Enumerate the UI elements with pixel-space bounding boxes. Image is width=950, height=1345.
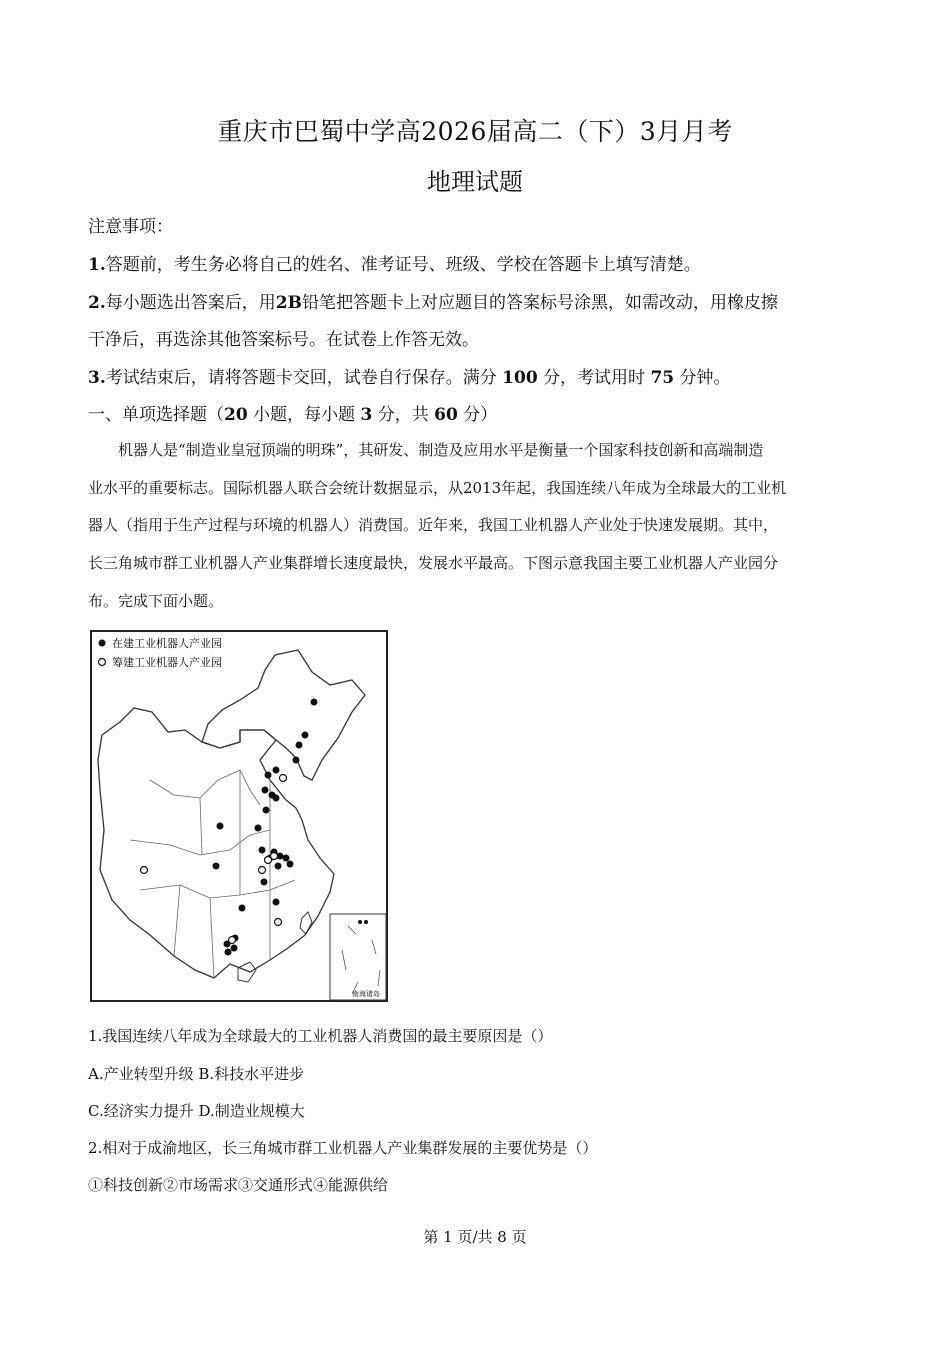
page-title: 重庆市巴蜀中学高2026届高二（下）3月月考: [217, 117, 733, 146]
built-park: [263, 807, 270, 814]
built-park: [217, 823, 224, 830]
question-1-stem: 1.我国连续八年成为全球最大的工业机器人消费国的最主要原因是（）: [88, 1027, 553, 1045]
notes-item-3-text-a: 考试结束后，请将答题卡交回，试卷自行保存。满分: [105, 368, 497, 388]
planned-park: [141, 867, 148, 874]
built-park: [273, 795, 280, 802]
built-park: [231, 945, 238, 952]
passage-line-3: 器人（指用于生产过程与环境的机器人）消费国。近年来，我国工业机器人产业处于快速发展期。其中，: [88, 516, 779, 534]
section-heading-c: 分，共: [377, 405, 429, 425]
built-park: [311, 699, 318, 706]
planned-park: [229, 937, 236, 944]
built-park: [259, 847, 266, 854]
section-heading: [88, 400, 497, 425]
inset-marker: [358, 920, 362, 924]
legend-built-label: 在建工业机器人产业园: [112, 637, 222, 650]
section-heading-d: 分）: [463, 405, 498, 425]
south-china-sea-inset: [330, 914, 386, 1000]
built-park: [255, 825, 262, 832]
section-count: 20: [224, 405, 248, 425]
question-2-items: ①科技创新②市场需求③交通形式④能源供给: [88, 1176, 389, 1194]
passage-line-5: 布。完成下面小题。: [88, 592, 224, 610]
built-park: [261, 879, 268, 886]
legend-built-marker: [99, 640, 106, 647]
passage-line-1: 机器人是“制造业皇冠顶端的明珠”，其研发、制造及应用水平是衡量一个国家科技创新和高端制造: [118, 441, 764, 459]
built-park: [293, 757, 300, 764]
planned-park: [275, 919, 282, 926]
page-footer: 第 1 页/共 8 页: [423, 1228, 527, 1246]
notes-item-2-text-b: 铅笔把答题卡上对应题目的答案标号涂黑，如需改动，用橡皮擦: [301, 293, 778, 313]
planned-park: [280, 775, 287, 782]
section-heading-a: 一、单项选择题（: [88, 405, 224, 425]
inset-label: 南海诸岛: [352, 990, 380, 998]
notes-item-3-time: 75: [650, 368, 675, 388]
built-park: [273, 899, 280, 906]
notes-item-3-score: 100: [502, 368, 538, 388]
robot-park-map: [90, 630, 388, 1002]
notes-item-3: [88, 363, 731, 388]
notes-item-1-num: 1.: [88, 255, 106, 275]
built-park: [273, 767, 280, 774]
built-park: [265, 772, 272, 779]
notes-heading: 注意事项：: [88, 217, 173, 237]
built-park: [302, 732, 309, 739]
planned-park: [265, 857, 272, 864]
built-park: [296, 742, 303, 749]
inset-marker: [364, 920, 368, 924]
notes-item-2-cont: 干净后，再选涂其他答案标号。在试卷上作答无效。: [88, 330, 479, 350]
notes-item-1: [88, 250, 701, 275]
built-park: [225, 949, 232, 956]
question-2-stem: 2.相对于成渝地区，长三角城市群工业机器人产业集群发展的主要优势是（）: [88, 1139, 598, 1157]
notes-item-3-num: 3.: [88, 368, 106, 388]
built-park: [275, 863, 282, 870]
question-1-options-cd[interactable]: C.经济实力提升 D.制造业规模大: [88, 1102, 305, 1120]
built-park: [262, 787, 269, 794]
legend-planned-marker: [99, 659, 106, 666]
notes-item-2: [88, 288, 778, 313]
passage-line-4: 长三角城市群工业机器人产业集群增长速度最快，发展水平最高。下图示意我国主要工业机器人产业园分: [88, 554, 779, 572]
built-park: [287, 861, 294, 868]
notes-item-2-text-a: 每小题选出答案后，用: [105, 293, 276, 313]
passage-line-2: 业水平的重要标志。国际机器人联合会统计数据显示，从2013年起，我国连续八年成为全球最大的工业机: [88, 479, 787, 497]
question-1-options-ab[interactable]: A.产业转型升级 B.科技水平进步: [88, 1065, 305, 1083]
section-each: 3: [360, 405, 373, 425]
built-park: [239, 905, 246, 912]
built-park: [213, 863, 220, 870]
notes-item-2-num: 2.: [88, 293, 106, 313]
page-subtitle: 地理试题: [427, 168, 523, 196]
built-park: [283, 855, 290, 862]
section-heading-b: 小题，每小题: [253, 405, 356, 425]
section-total: 60: [434, 405, 458, 425]
notes-item-1-text: 答题前，考生务必将自己的姓名、准考证号、班级、学校在答题卡上填写清楚。: [105, 255, 701, 275]
legend-planned-label: 筹建工业机器人产业园: [112, 656, 222, 669]
notes-item-3-text-b: 分，考试用时: [543, 368, 646, 388]
notes-item-3-text-c: 分钟。: [679, 368, 731, 388]
notes-item-2-pencil: 2B: [275, 293, 302, 313]
planned-park: [259, 867, 266, 874]
